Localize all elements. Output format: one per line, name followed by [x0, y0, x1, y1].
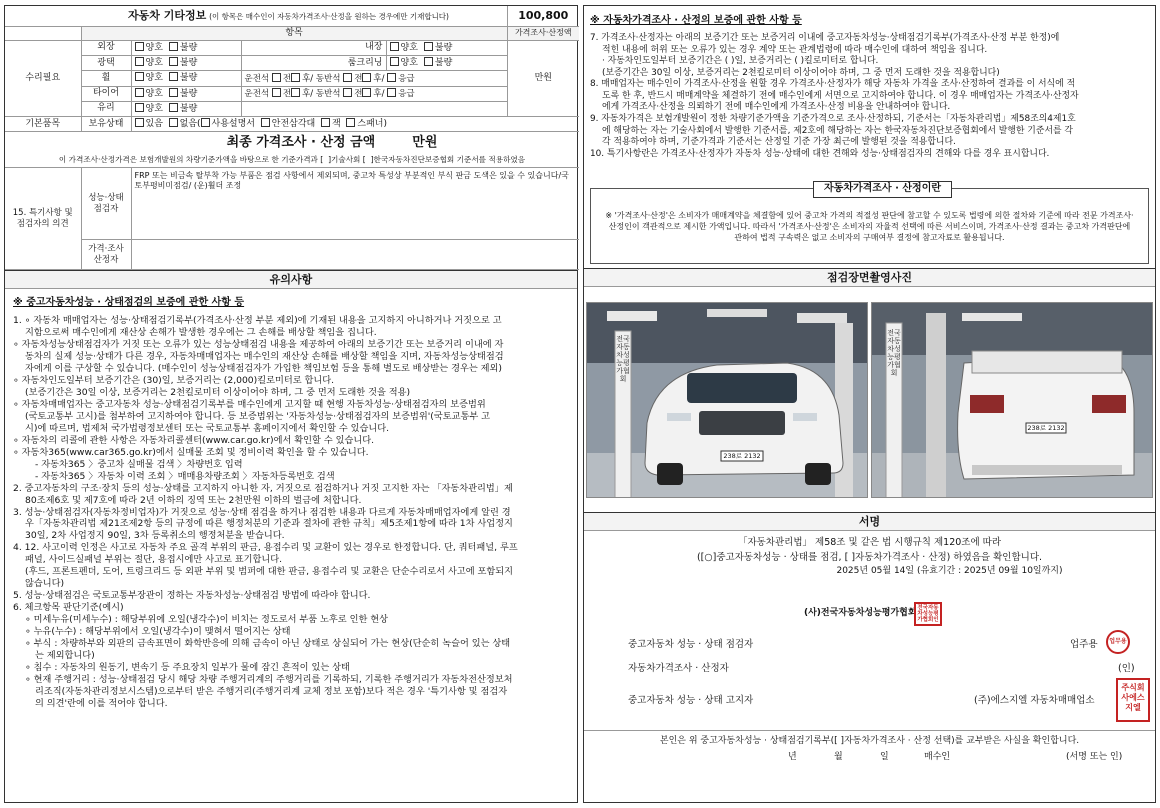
- triangle-label: 안전삼각대: [271, 119, 316, 129]
- price-checker-seal: (인): [1118, 663, 1135, 674]
- possession-label: 보유상태: [81, 117, 131, 132]
- checkbox[interactable]: [135, 103, 144, 112]
- notes-section-title: 유의사항: [5, 270, 577, 289]
- checkbox[interactable]: [343, 73, 352, 82]
- notes-line: 2. 중고자동차의 구조·장치 등의 성능·상태를 고지하지 아니한 자, 거짓으로 점검하거나 거짓 고지한 자는 「자동차관리법」제: [13, 482, 513, 494]
- price-checker-label: 가격·조사 산정자: [81, 240, 131, 270]
- basic-items-label: 기본품목: [5, 117, 81, 132]
- good-label: 양호: [400, 58, 418, 68]
- final-note-part-c: ]한국자동차진단보증협회 기준서를 적용하였음: [370, 154, 526, 164]
- bad-label: 불량: [179, 42, 198, 53]
- final-note-part-b: ]기술사회 [: [328, 154, 366, 164]
- repair-needed-label: 수리필요: [5, 40, 81, 116]
- day-label: 일: [880, 752, 889, 762]
- price-survey-box-title: 자동차가격조사 · 산정이란: [813, 181, 952, 198]
- passenger-seat-label: 동반석: [315, 88, 341, 99]
- association-banner-front: 전국자동차성능평가협회: [616, 335, 630, 384]
- notes-line: 4. 12. 사고이력 인정은 사고로 자동차 주요 골격 부위의 판금, 용접수리 및 교환이 있는 경우로 한정합니다. 단, 쿼터패널, 루프: [13, 542, 518, 554]
- bad-label: 불량: [179, 73, 198, 84]
- checkbox[interactable]: [169, 72, 178, 81]
- good-label: 양호: [145, 58, 163, 68]
- spare-label: 응급: [398, 73, 415, 84]
- notes-line: 적힌 내용에 허위 또는 오류가 있는 경우 계약 또는 관계법령에 따라 매수인에 대하여 책임을 집니다.: [602, 44, 988, 55]
- rear-label: 후/: [373, 73, 385, 84]
- notes-line: 30일, 2차 사업정지 90일, 3차 등록취소의 행정처분을 받습니다.: [25, 530, 285, 542]
- other-info-note: (이 항목은 매수인이 자동차가격조사·산정을 원하는 경우에만 기재합니다): [209, 11, 449, 21]
- notes-heading: ※ 중고자동차성능 · 상태점검의 보증에 관한 사항 등: [13, 297, 245, 309]
- notes-line: 6. 체크항목 판단기준(예시): [13, 602, 124, 614]
- gloss-label: 광택: [81, 56, 131, 71]
- checkbox[interactable]: [291, 73, 300, 82]
- checkbox[interactable]: [272, 88, 281, 97]
- bad-label: 불량: [179, 103, 198, 114]
- checkbox[interactable]: [387, 73, 396, 82]
- notes-line: 동차의 실제 성능·상태가 다른 경우, 자동차매매업자는 매수인의 재산상 손해를 배상할 책임을 지며, 자동차성능상태점검: [25, 351, 504, 363]
- photo-rear-drawing: [872, 303, 1153, 498]
- notes-line: ∘ 자동차365(www.car365.go.kr)에서 실매물 조회 및 정비이력 확인을 할 수 있습니다.: [13, 446, 369, 458]
- spare-label: 응급: [398, 88, 415, 99]
- notes-line: ∘ 자동차성능상태점검자가 거짓 또는 오류가 있는 성능상태점검 내용을 제공하여 아래의 보증기간 또는 보증거리 이내에 자: [13, 339, 504, 351]
- notifier-name: (주)에스지엘 자동차매매업소: [974, 695, 1095, 706]
- notes-line: 지함으로써 매수인에게 재산상 손해가 발생한 경우에는 그 손해를 배상할 책임을 집니다.: [25, 327, 377, 339]
- notes-line: (국토교통부 고시)를 첨부하여 고지하여야 합니다. 등 보증범위는 '자동차성능·상태점검자의 보증범위'(국토교통부 고: [25, 410, 491, 422]
- notes-line: 자에게 이를 구상할 수 있습니다. (매수인이 성능상태점검자가 가입한 책임보험 등을 통해 별도로 배상받는 경우는 제외): [25, 363, 502, 375]
- inspection-photo-rear: [871, 302, 1153, 498]
- notes-line: 10. 특기사항란은 가격조사·산정자가 자동차 성능·상태에 대한 견해와 성능·상태점검자의 견해와 다를 경우 표시합니다.: [590, 148, 1050, 159]
- glass-label: 유리: [81, 101, 131, 116]
- price-guarantee-heading: ※ 자동차가격조사 · 산정의 보증에 관한 사항 등: [590, 15, 802, 26]
- notes-line: 80조제6호 및 제7호에 따라 2년 이하의 징역 또는 2천만원 이하의 벌금에 처합니다.: [25, 494, 362, 506]
- good-label: 양호: [145, 73, 163, 84]
- checkbox[interactable]: [362, 88, 371, 97]
- room-clean-label: 룸크리닝: [241, 56, 386, 71]
- signature-statement: [584, 536, 1155, 579]
- rear-label: 후/: [302, 88, 314, 99]
- checkbox[interactable]: [135, 118, 144, 127]
- checkbox[interactable]: [362, 73, 371, 82]
- inspection-photo-front: [586, 302, 868, 498]
- signature-section-title: 서명: [584, 512, 1155, 531]
- notes-line: ∘ 누유(누수) : 해당부위에서 오일(냉각수)이 맺혀서 떨어지는 상태: [25, 626, 291, 638]
- association-stamp: 전국자동차성능평가협회인: [914, 602, 942, 626]
- notes-line: ∘ 자동차매매업자는 중고자동차 성능·상태점검기록부를 매수인에게 고지할 때 현행 자동차성능·상태점검자의 보증범위: [13, 398, 486, 410]
- association-banner-rear: 전국자동차성능평가협회: [887, 329, 901, 378]
- notifier-company-stamp: 주식회사에스지엘: [1116, 678, 1150, 722]
- checkbox[interactable]: [169, 88, 178, 97]
- notes-line: ∘ 자동차의 리콜에 관한 사항은 자동차리콜센터(www.car.go.kr)에서 확인할 수 있습니다.: [13, 434, 375, 446]
- sign-or-seal-label: (서명 또는 인): [1066, 752, 1123, 762]
- notes-line: 에게 가격조사·산정을 의뢰하기 전에 매수인에게 가격조사·산정 비용을 안내하여야 합니다.: [602, 102, 951, 113]
- checkbox[interactable]: [201, 118, 210, 127]
- perf-checker-opinion: FRP 또는 비금속 탈부착 가능 부품은 점검 사항에서 제외되며, 중고차 특성상 부분적인 부식 판금 도색은 있을 수 있습니다/국토부평비미점검/ (운)휠더 조정: [131, 168, 579, 240]
- notes-line: ∘ 자동차인도일부터 보증기간은 (30)일, 보증거리는 (2,000)킬로미터로 합니다.: [13, 375, 335, 387]
- notes-line: 3. 성능·상태점검자(자동차정비업자)가 거짓으로 성능·상태 점검을 하거나 점검한 내용과 다르게 자동차매매업자에게 알린 경: [13, 506, 511, 518]
- checkbox[interactable]: [169, 42, 178, 51]
- perf-checker-label: 성능·상태 점검자: [81, 168, 131, 240]
- box-text-part-a: ※ '가격조사·산정'은 소비자가 매매계약을 체결함에 있어 중고차 가격의 적절성 판단에 참고할 수 있도록 법령에 의한 절차와 기준에 따라 전문 가격조사·산정인이 객관적으로 제시한 가액입니다. 따라서 '가격조사·산정'은 소비자의 자율적 선택에 따른 서비스이며, 가격조사·: [605, 211, 1134, 231]
- notes-body: [5, 289, 577, 713]
- notes-line: (보증기간은 30일 이상, 보증거리는 2천킬로미터 이상이어야 하며, 그 중 먼저 도래한 것을 적용): [25, 386, 411, 398]
- sign-date: 2025년 05월 14일 (유효기간 : 2025년 09월 10일까지): [836, 566, 1063, 577]
- checkbox[interactable]: [169, 103, 178, 112]
- good-label: 양호: [145, 42, 163, 53]
- notes-line: 에 해당하는 자는 기술사회에서 발행한 기준서를, 제2호에 해당하는 자는 한국자동차진단보증협회에서 발행한 기준서를 각: [602, 125, 1073, 136]
- checkbox[interactable]: [169, 57, 178, 66]
- notes-line: ∘ 침수 : 자동차의 원동기, 변속기 등 주요장치 일부가 물에 잠긴 흔적이 있는 상태: [25, 661, 350, 673]
- driver-seat-label: 운전석: [244, 88, 270, 99]
- front-label: 전: [354, 73, 363, 84]
- license-plate-front: 238로 2132: [723, 452, 761, 460]
- price-guarantee-section: [584, 6, 1155, 162]
- notes-line: 의 의견'란에 이를 적어야 합니다.: [35, 697, 168, 709]
- col-price-header: 가격조사·산정액: [507, 26, 579, 40]
- final-price-unit: 만원: [412, 135, 438, 151]
- good-label: 양호: [145, 88, 163, 99]
- checkbox[interactable]: [169, 118, 178, 127]
- checkbox[interactable]: [390, 42, 399, 51]
- notes-line: 도록 한 후, 반드시 매매계약을 체결하기 전에 매수인에게 서면으로 고지하여야 합니다. 이 경우 매매업자는 가격조사·산정자: [602, 90, 1079, 101]
- front-label: 전: [282, 88, 292, 99]
- license-plate-rear: 238로 2132: [1027, 424, 1065, 432]
- notes-line: ∘ 현재 주행거리 : 성능·상태점검 당시 해당 차량 주행거리계의 주행거리를 기록하되, 기록한 주행거리가 자동차전산정보처: [25, 673, 513, 685]
- right-column: [583, 5, 1156, 803]
- price-checker-sign-label: 자동차가격조사 · 산정자: [628, 663, 729, 674]
- sign-line-2: ([○]중고자동차성능 · 상태를 점검, [ ]자동차가격조사 · 산정) 하였음을 확인합니다.: [696, 551, 1043, 563]
- checkbox[interactable]: [343, 88, 352, 97]
- other-info-table: 자동차 기타정보 (이 항목은 매수인이 자동차가격조사·산정을 원하는 경우에만 기재합니다) 100,800 항목 가격조사·산정액 수리필요 외장 양호 불량 내장 양호 불량 만원 광택 양호 불량 룸크리닝 양호 불량 휠 양호 불량 운전석 전 후/ 동반석 전 후/ 응급 타이어 양호 불량 운전석 전 후/ 동반석 전 후/ 응급 유리 양호 불량 기본품목 보유상태 있음 없음( 사용설명서 안전삼각대 잭 스패너) 최종 가격조사 · 산정 금액 만원 이 가격조사·산정가격은 보험개발원의 차량기준가액을 바탕으로 한 기준가격과 [ ]기술사회 [ ]한국자동차진단보증협회 기준서를 적용하였음 15. 특기사항 및 점검자의 의견 성능·상태 점검자 FRP 또는 비금속 탈부착 가능 부품은 점검 사항에서 제외되며, 중고차 특성상 부분적인 부식 판금 도색은 있을 수 있습니다/국토부평비미점검/ (운)휠더 조정 가격·조사 산정자: [5, 6, 579, 270]
- driver-seat-label: 운전석: [244, 73, 270, 84]
- other-info-title: 자동차 기타정보: [128, 8, 207, 22]
- year-label: 년: [788, 752, 797, 762]
- notes-line: - 자동차365 〉중고차 실매물 검색 〉차량번호 입력: [35, 458, 243, 470]
- checkbox[interactable]: [424, 57, 433, 66]
- won-label: 만원: [507, 40, 579, 116]
- checkbox[interactable]: [272, 73, 281, 82]
- checkbox[interactable]: [135, 42, 144, 51]
- notes-line: 5. 성능·상태점검은 국토교통부장관이 정하는 자동차성능·상태점검 방법에 따라야 합니다.: [13, 590, 371, 602]
- none-label: 없음: [179, 119, 198, 129]
- price-survey-box: [590, 183, 1149, 264]
- checkbox[interactable]: [291, 88, 300, 97]
- notes-line: 시)에 따르며, 법제처 국가법령정보센터 또는 국토교통부 홈페이지에서 확인할 수 있습니다.: [25, 422, 390, 434]
- notes-line: 우「자동차관리법 제21조제2항 등의 규정에 따른 행정처분의 기준과 절차에 관한 규칙」제5조제1항에 따라 1차 사업정지: [25, 518, 513, 530]
- notes-line: 는 제외합니다): [35, 649, 95, 661]
- front-label: 전: [282, 73, 292, 84]
- notes-line: ∘ 미세누유(미세누수) : 해당부위에 오일(냉각수)이 비치는 정도로서 부품 노후로 인한 현상: [25, 614, 389, 626]
- bad-label: 불량: [434, 58, 453, 68]
- front-label: 전: [354, 88, 363, 99]
- notes-list: [13, 315, 569, 709]
- notes-line: · 자동차인도일부터 보증기간은 ( )일, 보증거리는 ( )킬로미터로 합니다.: [602, 56, 879, 67]
- passenger-seat-label: 동반석: [315, 73, 341, 84]
- bad-label: 불량: [434, 42, 453, 53]
- rear-label: 후/: [302, 73, 314, 84]
- spanner-label: 스패너): [357, 119, 387, 129]
- wheel-label: 휠: [81, 71, 131, 86]
- notes-line: 8. 매매업자는 매수인이 가격조사·산정을 원할 경우 가격조사·산정자가 해당 자동차 가격을 조사·산정하여 결과를 이 서식에 적: [590, 79, 1076, 90]
- photo-front-drawing: [587, 303, 868, 498]
- checkbox[interactable]: [135, 72, 144, 81]
- left-column: [4, 5, 578, 803]
- business-seal-label: 업주용: [1070, 639, 1098, 650]
- box-text-part-b: 산정 결과는 중고차 가격판단에 관하여 법적 구속력은 없고 소비자의 구매여부 결정에 참고자료로 활용됩니다.: [734, 221, 1131, 242]
- col-item-header: 항목: [81, 26, 507, 40]
- inspector-label: 중고자동차 성능 · 상태 점검자: [628, 639, 754, 650]
- checkbox[interactable]: [390, 57, 399, 66]
- bad-label: 불량: [179, 88, 198, 99]
- final-note-part-a: 이 가격조사·산정가격은 보험개발원의 차량기준가액을 바탕으로 한 기준가격과 [: [58, 154, 324, 164]
- special-notes-label: 15. 특기사항 및 점검자의 의견: [5, 168, 81, 270]
- checkbox[interactable]: [261, 118, 270, 127]
- checkbox[interactable]: [321, 118, 330, 127]
- rear-label: 후/: [373, 88, 385, 99]
- other-info-amount: 100,800: [507, 6, 579, 26]
- checkbox[interactable]: [135, 88, 144, 97]
- good-label: 양호: [145, 103, 163, 114]
- checkbox[interactable]: [387, 88, 396, 97]
- final-price-title: 최종 가격조사 · 산정 금액: [226, 135, 376, 151]
- final-price-note: [8, 155, 576, 164]
- notes-line: 1. ∘ 자동차 매매업자는 성능·상태점검기록부(가격조사·산정 부분 제외)에 기재된 내용을 고지하지 아니하거나 거짓으로 고: [13, 315, 502, 327]
- notes-line: (보증기간은 30일 이상, 보증거리는 2천킬로미터 이상이어야 하며, 그 중 먼저 도래한 것을 적용합니다): [602, 67, 1000, 78]
- notes-line: 패널, 사이드실패널 부위는 절단, 용접시에만 사고로 표기합니다.: [25, 554, 283, 566]
- photo-section-title: 점검장면촬영사진: [584, 268, 1155, 287]
- exterior-label: 외장: [81, 40, 131, 55]
- tire-label: 타이어: [81, 86, 131, 101]
- notes-line: ∘ 부식 : 차량하부와 외판의 금속표면이 화학반응에 의해 금속이 아닌 상태로 상실되어 가는 현상(단순히 녹슬어 있는 상태: [25, 637, 511, 649]
- has-label: 있음: [145, 119, 163, 129]
- interior-label: 내장: [241, 40, 386, 55]
- checkbox[interactable]: [346, 118, 355, 127]
- notes-line: - 자동차365 〉자동차 이력 조회 〉매매용차량조회 〉자동차등록번호 검색: [35, 470, 335, 482]
- business-seal-stamp: 업무용: [1106, 630, 1130, 654]
- receipt-confirm-line: 본인은 위 중고자동차성능 · 상태점검기록부([ ]자동차가격조사 · 산정 선택)를 교부받은 사실을 확인합니다.: [659, 736, 1080, 746]
- bad-label: 불량: [179, 58, 198, 68]
- notes-line: 리조직(자동차관리정보시스템)으로부터 받은 주행거리(주행거리계 교체 정보 포함)보다 적은 경우 '특기사항 및 점검자: [35, 685, 508, 697]
- manual-label: 사용설명서: [211, 119, 256, 129]
- price-guarantee-list: [590, 33, 1149, 160]
- buyer-label: 매수인: [924, 752, 951, 762]
- notes-line: 7. 가격조사·산정자는 아래의 보증기간 또는 보증거리 이내에 중고자동차성능·상태점검기록부(가격조사·산정 부분 한정)에: [590, 33, 1060, 43]
- notifier-label: 중고자동차 성능 · 상태 고지자: [628, 695, 754, 706]
- association-name: (사)전국자동차성능평가협회: [804, 608, 917, 618]
- sign-line-1: 「자동차관리법」 제58조 및 같은 법 시행규칙 제120조에 따라: [737, 537, 1002, 548]
- checkbox[interactable]: [135, 57, 144, 66]
- notes-line: 않습니다): [25, 578, 65, 590]
- notes-line: 각 적용하여야 하며, 기준가격과 기준서는 산정일 기준 가장 최근에 발행된 것을 적용합니다.: [602, 137, 956, 148]
- jack-label: 잭: [331, 119, 341, 129]
- good-label: 양호: [400, 42, 418, 53]
- notes-line: (후드, 프론트펜더, 도어, 트렁크리드 등 외판 부위 및 범퍼에 대한 판금, 용접수리 및 교환은 단순수리로서 사고에 포함되지: [25, 566, 513, 578]
- month-label: 월: [834, 752, 843, 762]
- checkbox[interactable]: [424, 42, 433, 51]
- notes-line: 9. 자동차가격은 보험개발원이 정한 차량기준가액을 기준가격으로 조사·산정하되, 기준서는「자동차관리법」제58조의4제1호: [590, 114, 1076, 125]
